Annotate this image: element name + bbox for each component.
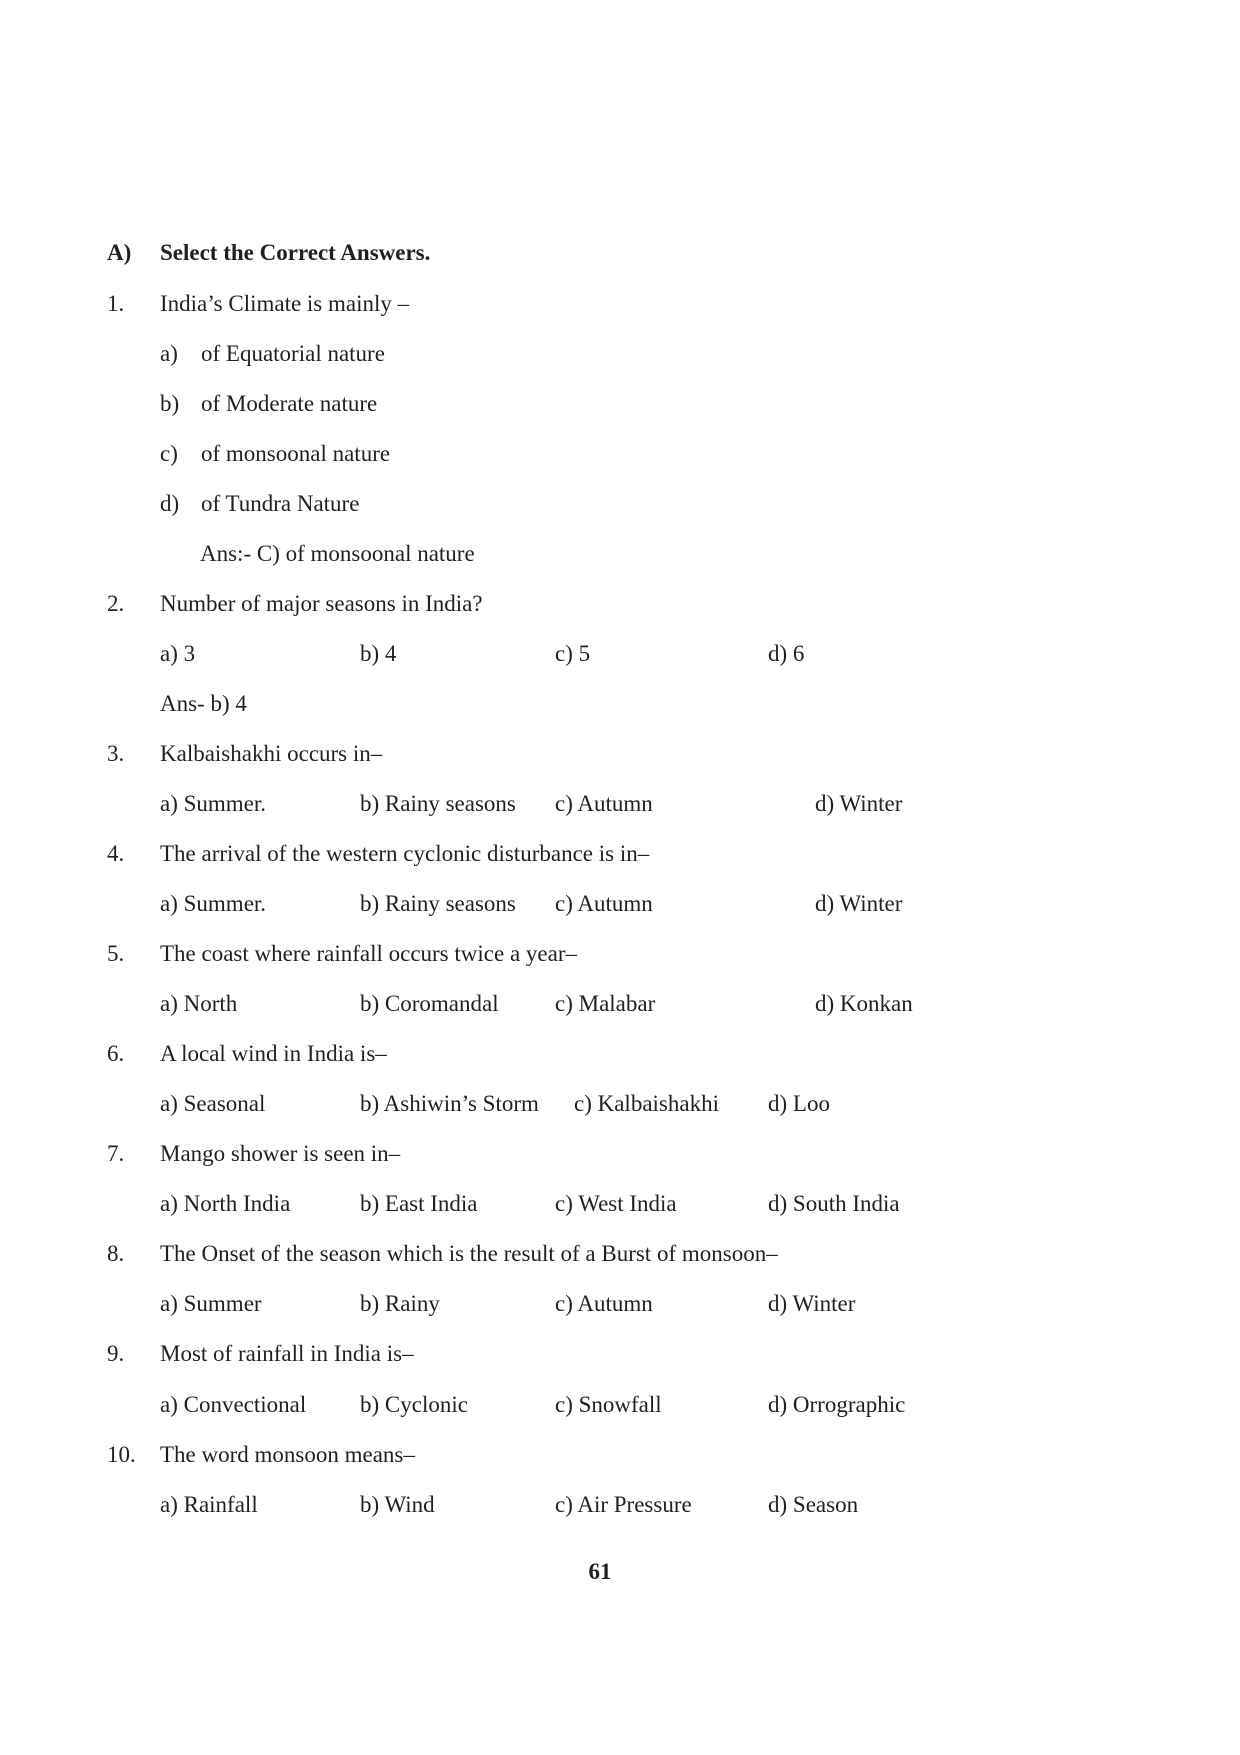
option-text: d) Loo <box>768 1091 830 1116</box>
option-text: c) Kalbaishakhi <box>574 1091 719 1116</box>
option-text: a) Rainfall <box>160 1492 258 1517</box>
question-number: 7. <box>107 1141 125 1166</box>
option-text: b) Rainy seasons <box>360 791 516 816</box>
option-text: of Tundra Nature <box>201 491 360 516</box>
option-text: d) 6 <box>768 641 805 666</box>
option-text: a) Seasonal <box>160 1091 266 1116</box>
option-text: d) Season <box>768 1492 859 1517</box>
question-text: The Onset of the season which is the result of a Burst of monsoon– <box>160 1241 778 1266</box>
option-text: d) Konkan <box>815 991 913 1016</box>
question-text: A local wind in India is– <box>160 1041 387 1066</box>
question-number: 3. <box>107 741 125 766</box>
question-number: 6. <box>107 1041 125 1066</box>
option-text: b) Coromandal <box>360 991 499 1016</box>
question-text: Kalbaishakhi occurs in– <box>160 741 383 766</box>
option-text: a) Summer. <box>160 891 267 916</box>
option-text: b) Ashiwin’s Storm <box>360 1091 539 1116</box>
option-text: a) Convectional <box>160 1392 307 1417</box>
option-text: c) Snowfall <box>555 1392 662 1417</box>
option-label: b) <box>160 391 180 416</box>
option-label: c) <box>160 441 178 466</box>
option-text: c) 5 <box>555 641 591 666</box>
option-text: of Equatorial nature <box>201 341 385 366</box>
option-text: d) Winter <box>815 891 903 916</box>
option-label: d) <box>160 491 180 516</box>
option-text: d) Orrographic <box>768 1392 906 1417</box>
question-text: Mango shower is seen in– <box>160 1141 401 1166</box>
option-text: d) Winter <box>768 1291 856 1316</box>
option-text: a) 3 <box>160 641 196 666</box>
answer-text: Ans- b) 4 <box>160 691 247 716</box>
option-text: b) Rainy seasons <box>360 891 516 916</box>
question-text: The coast where rainfall occurs twice a year– <box>160 941 577 966</box>
section-label: A) <box>107 240 132 265</box>
page-number: 61 <box>588 1559 612 1584</box>
question-text: The arrival of the western cyclonic disturbance is in– <box>160 841 650 866</box>
option-text: b) Cyclonic <box>360 1392 468 1417</box>
option-text: c) Autumn <box>555 891 653 916</box>
question-text: The word monsoon means– <box>160 1442 415 1467</box>
question-number: 9. <box>107 1341 125 1366</box>
question-text: Most of rainfall in India is– <box>160 1341 414 1366</box>
option-text: a) North India <box>160 1191 291 1216</box>
section-title: Select the Correct Answers. <box>160 240 431 265</box>
option-text: c) Malabar <box>555 991 656 1016</box>
question-number: 2. <box>107 591 125 616</box>
option-label: a) <box>160 341 178 366</box>
option-text: c) West India <box>555 1191 677 1216</box>
option-text: d) Winter <box>815 791 903 816</box>
option-text: a) North <box>160 991 238 1016</box>
question-number: 8. <box>107 1241 125 1266</box>
question-text: Number of major seasons in India? <box>160 591 483 616</box>
option-text: of monsoonal nature <box>201 441 391 466</box>
option-text: c) Autumn <box>555 791 653 816</box>
option-text: c) Air Pressure <box>555 1492 692 1517</box>
option-text: d) South India <box>768 1191 900 1216</box>
option-text: b) Rainy <box>360 1291 440 1316</box>
question-number: 10. <box>107 1442 136 1467</box>
question-number: 4. <box>107 841 125 866</box>
answer-text: Ans:- C) of monsoonal nature <box>200 541 475 566</box>
option-text: of Moderate nature <box>201 391 378 416</box>
option-text: b) East India <box>360 1191 478 1216</box>
option-text: c) Autumn <box>555 1291 653 1316</box>
option-text: b) 4 <box>360 641 397 666</box>
option-text: a) Summer <box>160 1291 262 1316</box>
question-text: India’s Climate is mainly – <box>160 291 410 316</box>
option-text: b) Wind <box>360 1492 435 1517</box>
question-number: 1. <box>107 291 125 316</box>
option-text: a) Summer. <box>160 791 267 816</box>
question-number: 5. <box>107 941 125 966</box>
